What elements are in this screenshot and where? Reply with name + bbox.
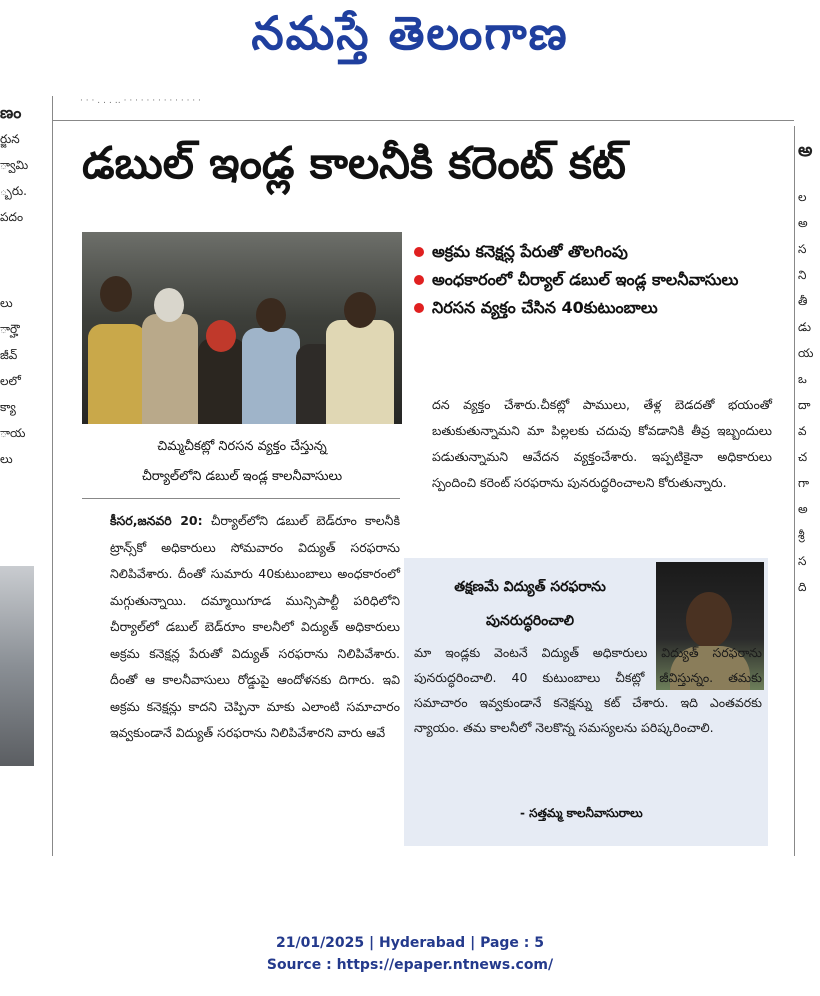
body-left-text: చీర్యాల్‌లోని డబుల్ బెడ్‌రూం కాలనీకి ట్రాన్స్‌కో అధికారులు సోమవారం విద్యుత్ సరఫరాను నిలిపివేశారు. దీంతో సుమారు 40కుటుంబాలు అంధకారంలో మగ్గుతున్నాయి. దమ్మాయిగూడ మున్సిపాల్టీ పరిధిలోని చీర్యాల్‌లో డబుల్ బెడ్‌రూం కాలనీలో విద్యుత్ అధికారులు అక్రమ కనెక్షన్ల పేరుతో విద్యుత్ సరఫరాను నిలిపివేశారు. దీంతో ఆ కాలనీవాసులు రోడ్డుపై ఆందోళనకు దిగారు. ఇవి అక్రమ కనెక్షన్లు కాదని చెప్పినా మాకు ఎలాంటి సమాచారం ఇవ్వకుండానే విద్యుత్ సరఫరాను నిలిపివేశారని వారు ఆవే bbox=[110, 513, 400, 740]
left-column-rule bbox=[52, 96, 53, 856]
article-body-left bbox=[110, 508, 400, 747]
adjacent-photo-left bbox=[0, 566, 34, 766]
adjacent-article-left: ణం ర్జున ్వామి ్బరు. పదం లు ార్హౌ జీవ్ లలో క్యా ాయ లు bbox=[0, 103, 29, 466]
top-rule bbox=[52, 120, 794, 121]
caption-line-2: చీర్యాల్‌లోని డబుల్ ఇండ్ల కాలనీవాసులు bbox=[141, 469, 343, 484]
footer-source: Source : https://epaper.ntnews.com/ bbox=[266, 957, 554, 973]
bullet-dot-icon bbox=[414, 247, 424, 257]
page-footer bbox=[0, 932, 820, 976]
masthead bbox=[0, 0, 820, 78]
quote-title: తక్షణమే విద్యుత్ సరఫరాను పునరుద్ధరించాలి bbox=[454, 579, 606, 629]
quote-body: మా ఇండ్లకు వెంటనే విద్యుత్ అధికారులు విద్యుత్ సరఫరాను పునరుద్ధరించాలి. 40 కుటుంబాలు చీకట్లో జీవిస్తున్నం. తమకు సమాచారం ఇవ్వకుండానే కనెక్షన్ను కట్ చేశారు. ఇది ఎంతవరకు న్యాయం. తమ కాలనీలో నెలకొన్న సమస్యలను పరిష్కరించాలి. bbox=[414, 645, 762, 735]
caption-rule bbox=[82, 498, 400, 499]
article-body-right: దన వ్యక్తం చేశారు.చీకట్లో పాములు, తేళ్ల బెడదతో భయంతో బతుకుతున్నామని మా పిల్లలకు చదువు కోవడానికి తీవ్ర ఇబ్బందులు పడుతున్నామని ఆవేదన వ్యక్తంచేశారు. ఇప్పటికైనా అధికారులు స్పందించి కరెంట్ సరఫరాను పునరుద్ధరించాలని కోరుతున్నారు. bbox=[432, 397, 772, 490]
bullet-dot-icon bbox=[414, 303, 424, 313]
footer-date-edition: 21/01/2025 | Hyderabad | Page : 5 bbox=[275, 935, 545, 951]
bullet-dot-icon bbox=[414, 275, 424, 285]
quote-attribution: - సత్తమ్మ కాలనీవాసురాలు bbox=[520, 806, 643, 820]
newspaper-title: నమస్తే తెలంగాణ bbox=[251, 6, 569, 60]
bullet-item: నిరసన వ్యక్తం చేసిన 40కుటుంబాలు bbox=[414, 294, 784, 322]
highlight-bullets bbox=[414, 238, 784, 322]
bullet-item: అక్రమ కనెక్షన్ల పేరుతో తొలగింపు bbox=[414, 238, 784, 266]
clipped-top-strip: · · · ․ ․ ․ ‥ · · · · · · · · · · · · · · bbox=[80, 96, 201, 106]
caption-line-1: చిమ్మచీకట్లో నిరసన వ్యక్తం చేస్తున్న bbox=[157, 439, 327, 454]
dateline: కీసర,జనవరి 20: bbox=[110, 513, 203, 528]
photo-caption bbox=[82, 432, 402, 492]
bullet-item: అంధకారంలో చీర్యాల్ డబుల్ ఇండ్ల కాలనీవాసులు bbox=[414, 266, 784, 294]
protest-photo bbox=[82, 232, 402, 424]
adjacent-article-right: అ ల అ స ని తీ డు య ఒ దా వ చ గా అ శ్రీ స ది bbox=[798, 140, 814, 594]
right-column-rule bbox=[794, 126, 795, 856]
article-headline: డబుల్ ఇండ్ల కాలనీకి కరెంట్ కట్ bbox=[82, 138, 626, 189]
